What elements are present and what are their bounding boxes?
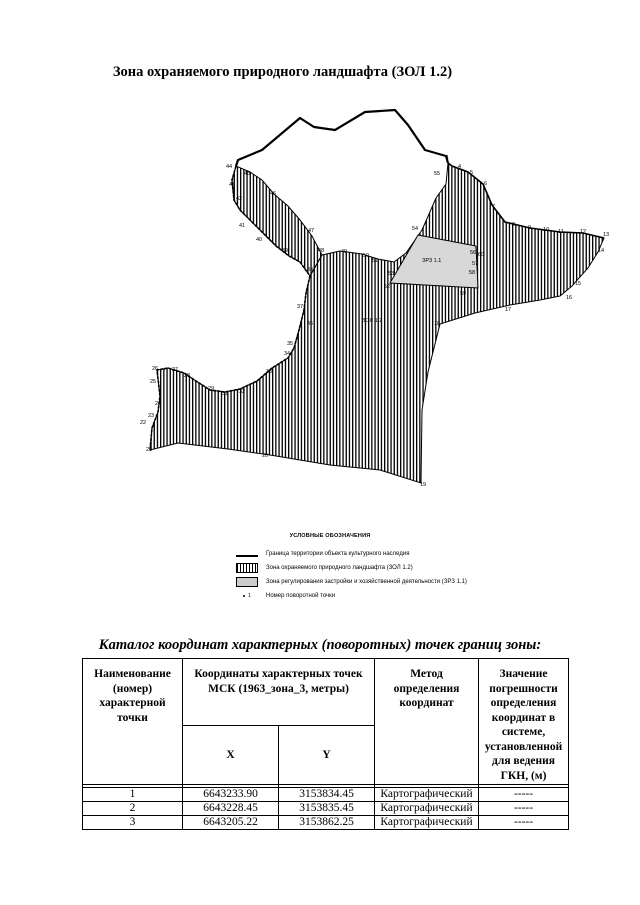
point-label: 53 <box>388 271 395 277</box>
point-label: 13 <box>603 232 610 238</box>
legend-item-point <box>236 589 536 603</box>
point-label: 60 <box>478 252 485 258</box>
legend-item-zol <box>236 561 536 575</box>
point-label: 59 <box>460 291 467 297</box>
point-label: 5 <box>470 170 474 176</box>
cell-n: 1 <box>83 788 183 802</box>
point-label: 25 <box>150 379 157 385</box>
point-label: 50 <box>363 253 370 259</box>
point-label: 21 <box>146 447 153 453</box>
point-label: 27 <box>172 367 179 373</box>
legend-text: Номер поворотной точки <box>266 593 336 599</box>
point-label: 55 <box>434 171 441 177</box>
point-label: 38 <box>307 267 314 273</box>
point-label: 19 <box>420 482 427 488</box>
zone-zol-1-2-west <box>232 166 325 276</box>
point-label: 49 <box>341 249 348 255</box>
header-method: Метод определения координат <box>375 659 479 785</box>
cell-method: Картографический <box>375 788 479 802</box>
point-label: 57 <box>472 261 479 267</box>
cell-err: ----- <box>479 816 569 830</box>
heritage-boundary-north <box>236 110 448 166</box>
point-label: 35 <box>287 341 294 347</box>
cell-y: 3153835.45 <box>279 802 375 816</box>
point-label: 8 <box>512 222 516 228</box>
header-x: X <box>183 726 279 785</box>
point-label: 6 <box>484 181 488 187</box>
point-label: 40 <box>256 237 263 243</box>
point-label: 48 <box>318 248 325 254</box>
point-label: 9 <box>528 225 532 231</box>
coordinates-table <box>82 658 569 830</box>
header-coordinates: Координаты характерных точек МСК (1963_зона_3, метры) <box>183 659 375 726</box>
cell-method: Картографический <box>375 802 479 816</box>
point-label: 28 <box>184 373 191 379</box>
point-label: 34 <box>284 351 291 357</box>
point-label: 46 <box>270 191 277 197</box>
legend-text: Граница территории объекта культурного наследия <box>266 551 410 557</box>
point-label: 12 <box>580 229 587 235</box>
point-label: 41 <box>239 223 246 229</box>
legend-item-zrz <box>236 575 536 589</box>
zone-zol-1-2 <box>150 118 604 483</box>
point-label: 10 <box>543 227 550 233</box>
point-label: 14 <box>598 248 605 254</box>
point-label: 42 <box>236 196 243 202</box>
dots-symbol <box>236 577 258 587</box>
point-label: 24 <box>155 401 162 407</box>
table-row <box>83 816 569 830</box>
point-label: 18 <box>434 321 441 327</box>
point-label: 29 <box>208 386 215 392</box>
point-label: 45 <box>244 171 251 177</box>
catalog-title: Каталог координат характерных (поворотных) точек границ зоны: <box>98 637 542 653</box>
point-label: 39 <box>282 248 289 254</box>
header-y: Y <box>279 726 375 785</box>
point-label: 26 <box>152 366 159 372</box>
point-label: 11 <box>558 229 564 235</box>
point-label: 32 <box>239 389 246 395</box>
cell-n: 2 <box>83 802 183 816</box>
point-label: 4 <box>458 164 462 170</box>
cell-y: 3153862.25 <box>279 816 375 830</box>
legend <box>236 547 536 603</box>
header-point-name: Наименование (номер) характерной точки <box>83 659 183 785</box>
cell-method: Картографический <box>375 816 479 830</box>
point-label: 33 <box>266 369 273 375</box>
cell-err: ----- <box>479 788 569 802</box>
point-label: 17 <box>505 307 512 313</box>
cell-y: 3153834.45 <box>279 788 375 802</box>
point-label: 52 <box>384 284 391 290</box>
cell-n: 3 <box>83 816 183 830</box>
point-label: 23 <box>148 413 155 419</box>
point-label: 58 <box>469 270 476 276</box>
point-label: 20 <box>262 453 269 459</box>
zone-label-zrz: ЗРЗ 1.1 <box>422 258 442 264</box>
point-label: 47 <box>308 228 315 234</box>
table-row <box>83 802 569 816</box>
cell-x: 6643233.90 <box>183 788 279 802</box>
point-label: 51 <box>372 258 379 264</box>
page-title: Зона охраняемого природного ландшафта (ЗОЛ 1.2) <box>112 64 453 80</box>
cell-err: ----- <box>479 802 569 816</box>
point-label: 7 <box>492 204 496 210</box>
point-label: 37 <box>297 304 304 310</box>
point-label: 56 <box>470 250 477 256</box>
point-label: 54 <box>412 226 419 232</box>
legend-title: УСЛОВНЫЕ ОБОЗНАЧЕНИЯ <box>289 533 371 539</box>
point-label: 31 <box>222 391 229 397</box>
hatch-symbol <box>236 563 258 573</box>
cell-x: 6643205.22 <box>183 816 279 830</box>
table-row <box>83 788 569 802</box>
point-label: 43 <box>229 182 236 188</box>
point-label: 22 <box>140 420 147 426</box>
point-label: 44 <box>226 164 233 170</box>
point-label: 36 <box>307 321 314 327</box>
boundary-line-symbol <box>236 555 258 557</box>
legend-text: Зона охраняемого природного ландшафта (ЗОЛ 1.2) <box>266 565 413 571</box>
legend-text: Зона регулирования застройки и хозяйственной деятельности (ЗРЗ 1.1) <box>266 579 467 585</box>
header-error: Значение погрешности определения координат в системе, установленной для ведения ГКН, (м) <box>479 659 569 785</box>
point-label: 15 <box>575 281 582 287</box>
point-label: 16 <box>566 295 573 301</box>
point-label: 1 <box>446 155 450 161</box>
point-symbol: 1 <box>236 591 258 601</box>
zone-label-zol: ЗОЛ 1.2 <box>362 318 383 324</box>
legend-item-boundary <box>236 547 536 561</box>
cell-x: 6643228.45 <box>183 802 279 816</box>
